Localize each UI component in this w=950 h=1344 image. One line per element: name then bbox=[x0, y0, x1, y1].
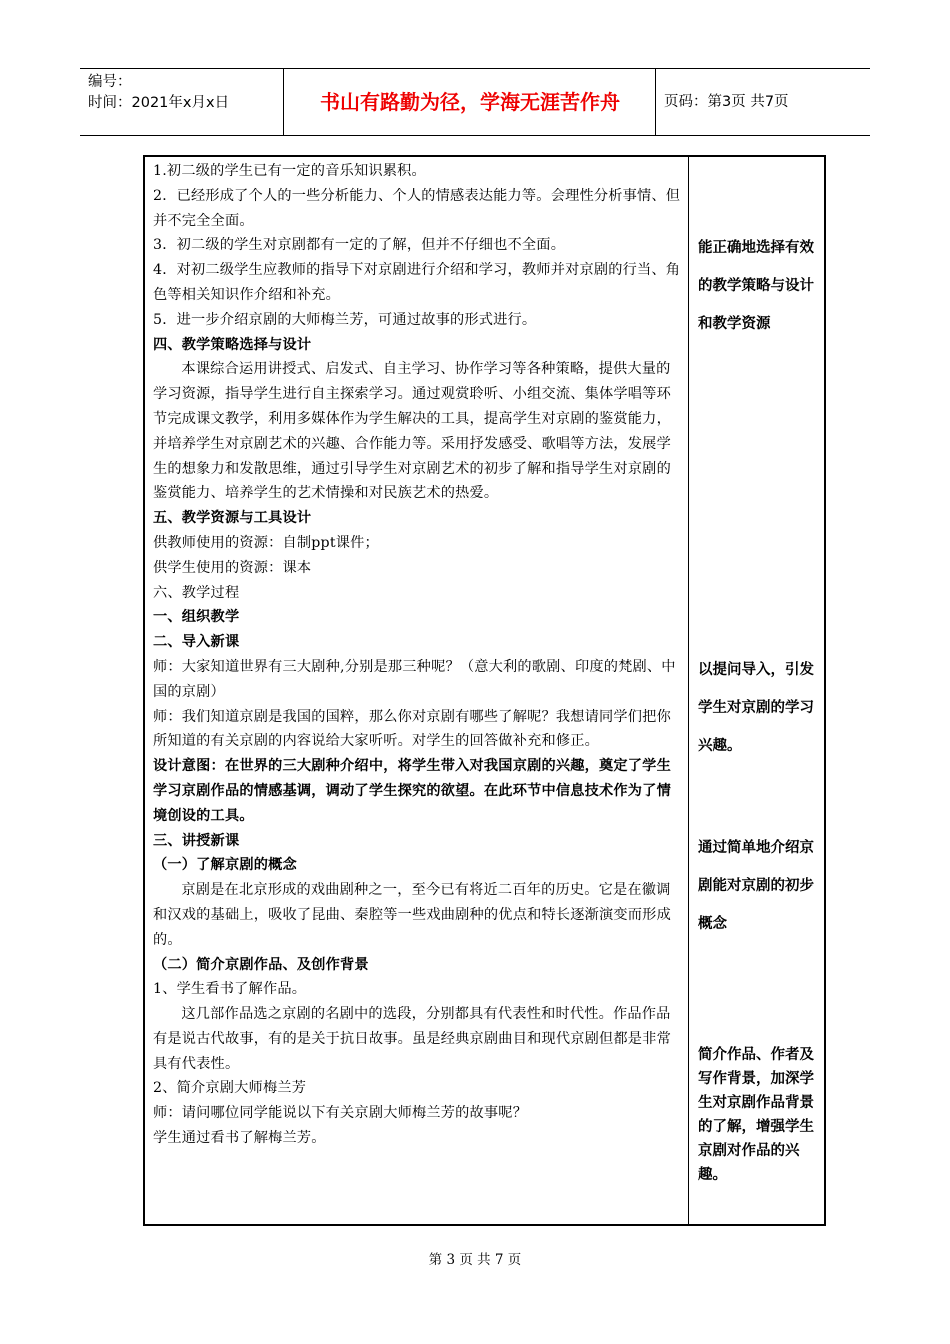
page-code: 页码：第3页 共7页 bbox=[664, 94, 789, 110]
section-heading: 四、教学策略选择与设计 bbox=[153, 336, 312, 353]
section-heading: 五、教学资源与工具设计 bbox=[153, 510, 312, 527]
side-note: 简介作品、作者及写作背景，加深学生对京剧作品背景的了解，增强学生京剧对作品的兴趣。 bbox=[698, 1047, 814, 1183]
main-column bbox=[153, 159, 681, 1151]
paragraph: 供教师使用的资源：自制ppt课件； bbox=[153, 534, 379, 551]
header-meta bbox=[80, 69, 284, 135]
paragraph: 2．已经形成了个人的一些分析能力、个人的情感表达能力等。会理性分析事情、但并不完全全面。 bbox=[153, 187, 681, 229]
page-header bbox=[80, 68, 870, 136]
design-intent: 设计意图：在世界的三大剧种介绍中，将学生带入对我国京剧的兴趣，奠定了学生学习京剧作品的情感基调，调动了学生探究的欲望。在此环节中信息技术作为了情境创设的工具。 bbox=[153, 758, 671, 824]
number-label: 编号： bbox=[88, 74, 132, 90]
side-note: 以提问导入，引发学生对京剧的学习兴趣。 bbox=[698, 662, 814, 754]
page-footer: 第 3 页 共 7 页 bbox=[428, 1252, 522, 1268]
paragraph: 师：我们知道京剧是我国的国粹，那么你对京剧有哪些了解呢？我想请同学们把你所知道的有关京剧的内容说给大家听听。对学生的回答做补充和修正。 bbox=[153, 708, 671, 750]
paragraph: 1.初二级的学生已有一定的音乐知识累积。 bbox=[153, 163, 426, 179]
section-heading: 六、教学过程 bbox=[153, 584, 240, 601]
step-heading: 二、导入新课 bbox=[153, 634, 240, 651]
side-note: 能正确地选择有效的教学策略与设计和教学资源 bbox=[698, 240, 814, 332]
paragraph: 京剧是在北京形成的戏曲剧种之一，至今已有将近二百年的历史。它是在徽调和汉戏的基础上，吸收了昆曲、秦腔等一些戏曲剧种的优点和特长逐渐演变而形成的。 bbox=[153, 882, 671, 948]
paragraph: 师：大家知道世界有三大剧种,分别是那三种呢？（意大利的歌剧、印度的梵剧、中国的京剧） bbox=[153, 658, 676, 700]
sub-heading: （二）简介京剧作品、及创作背景 bbox=[153, 956, 369, 973]
paragraph: 师：请问哪位同学能说以下有关京剧大师梅兰芳的故事呢？ bbox=[153, 1105, 528, 1122]
paragraph: 3．初二级的学生对京剧都有一定的了解，但并不仔细也不全面。 bbox=[153, 237, 566, 254]
paragraph: 2、简介京剧大师梅兰芳 bbox=[153, 1080, 307, 1097]
paragraph: 本课综合运用讲授式、启发式、自主学习、协作学习等各种策略，提供大量的学习资源，指导学生进行自主探索学习。通过观赏聆听、小组交流、集体学唱等环节完成课文教学，利用多媒体作为学生解决的工具，提高学生对京剧的鉴赏能力，并培养学生对京剧艺术的兴趣、合作能力等。采用抒发感受、歌唱等方法，发展学生的想象力和发散思维，通过引导学生对京剧艺术的初步了解和指导学生对京剧的鉴赏能力、培养学生的艺术情操和对民族艺术的热爱。 bbox=[153, 361, 671, 502]
paragraph: 这几部作品选之京剧的名剧中的选段，分别都具有代表性和时代性。作品作品有是说古代故事，有的是关于抗日故事。虽是经典京剧曲目和现代京剧但都是非常具有代表性。 bbox=[153, 1006, 671, 1072]
step-heading: 三、讲授新课 bbox=[153, 832, 240, 849]
side-note: 通过简单地介绍京剧能对京剧的初步概念 bbox=[698, 840, 814, 932]
paragraph: 4．对初二级学生应教师的指导下对京剧进行介绍和学习，教师并对京剧的行当、角色等相关知识作介绍和补充。 bbox=[153, 262, 681, 303]
paragraph: 供学生使用的资源：课本 bbox=[153, 559, 312, 576]
time-label: 时间：2021年x月x日 bbox=[88, 95, 230, 111]
column-divider bbox=[688, 157, 689, 1224]
motto: 书山有路勤为径，学海无涯苦作舟 bbox=[285, 69, 656, 135]
step-heading: 一、组织教学 bbox=[153, 609, 240, 626]
paragraph: 1、学生看书了解作品。 bbox=[153, 981, 307, 998]
paragraph: 学生通过看书了解梅兰芳。 bbox=[153, 1130, 326, 1147]
paragraph: 5．进一步介绍京剧的大师梅兰芳，可通过故事的形式进行。 bbox=[153, 311, 537, 328]
lesson-table bbox=[143, 155, 826, 1226]
sub-heading: （一）了解京剧的概念 bbox=[153, 857, 297, 874]
